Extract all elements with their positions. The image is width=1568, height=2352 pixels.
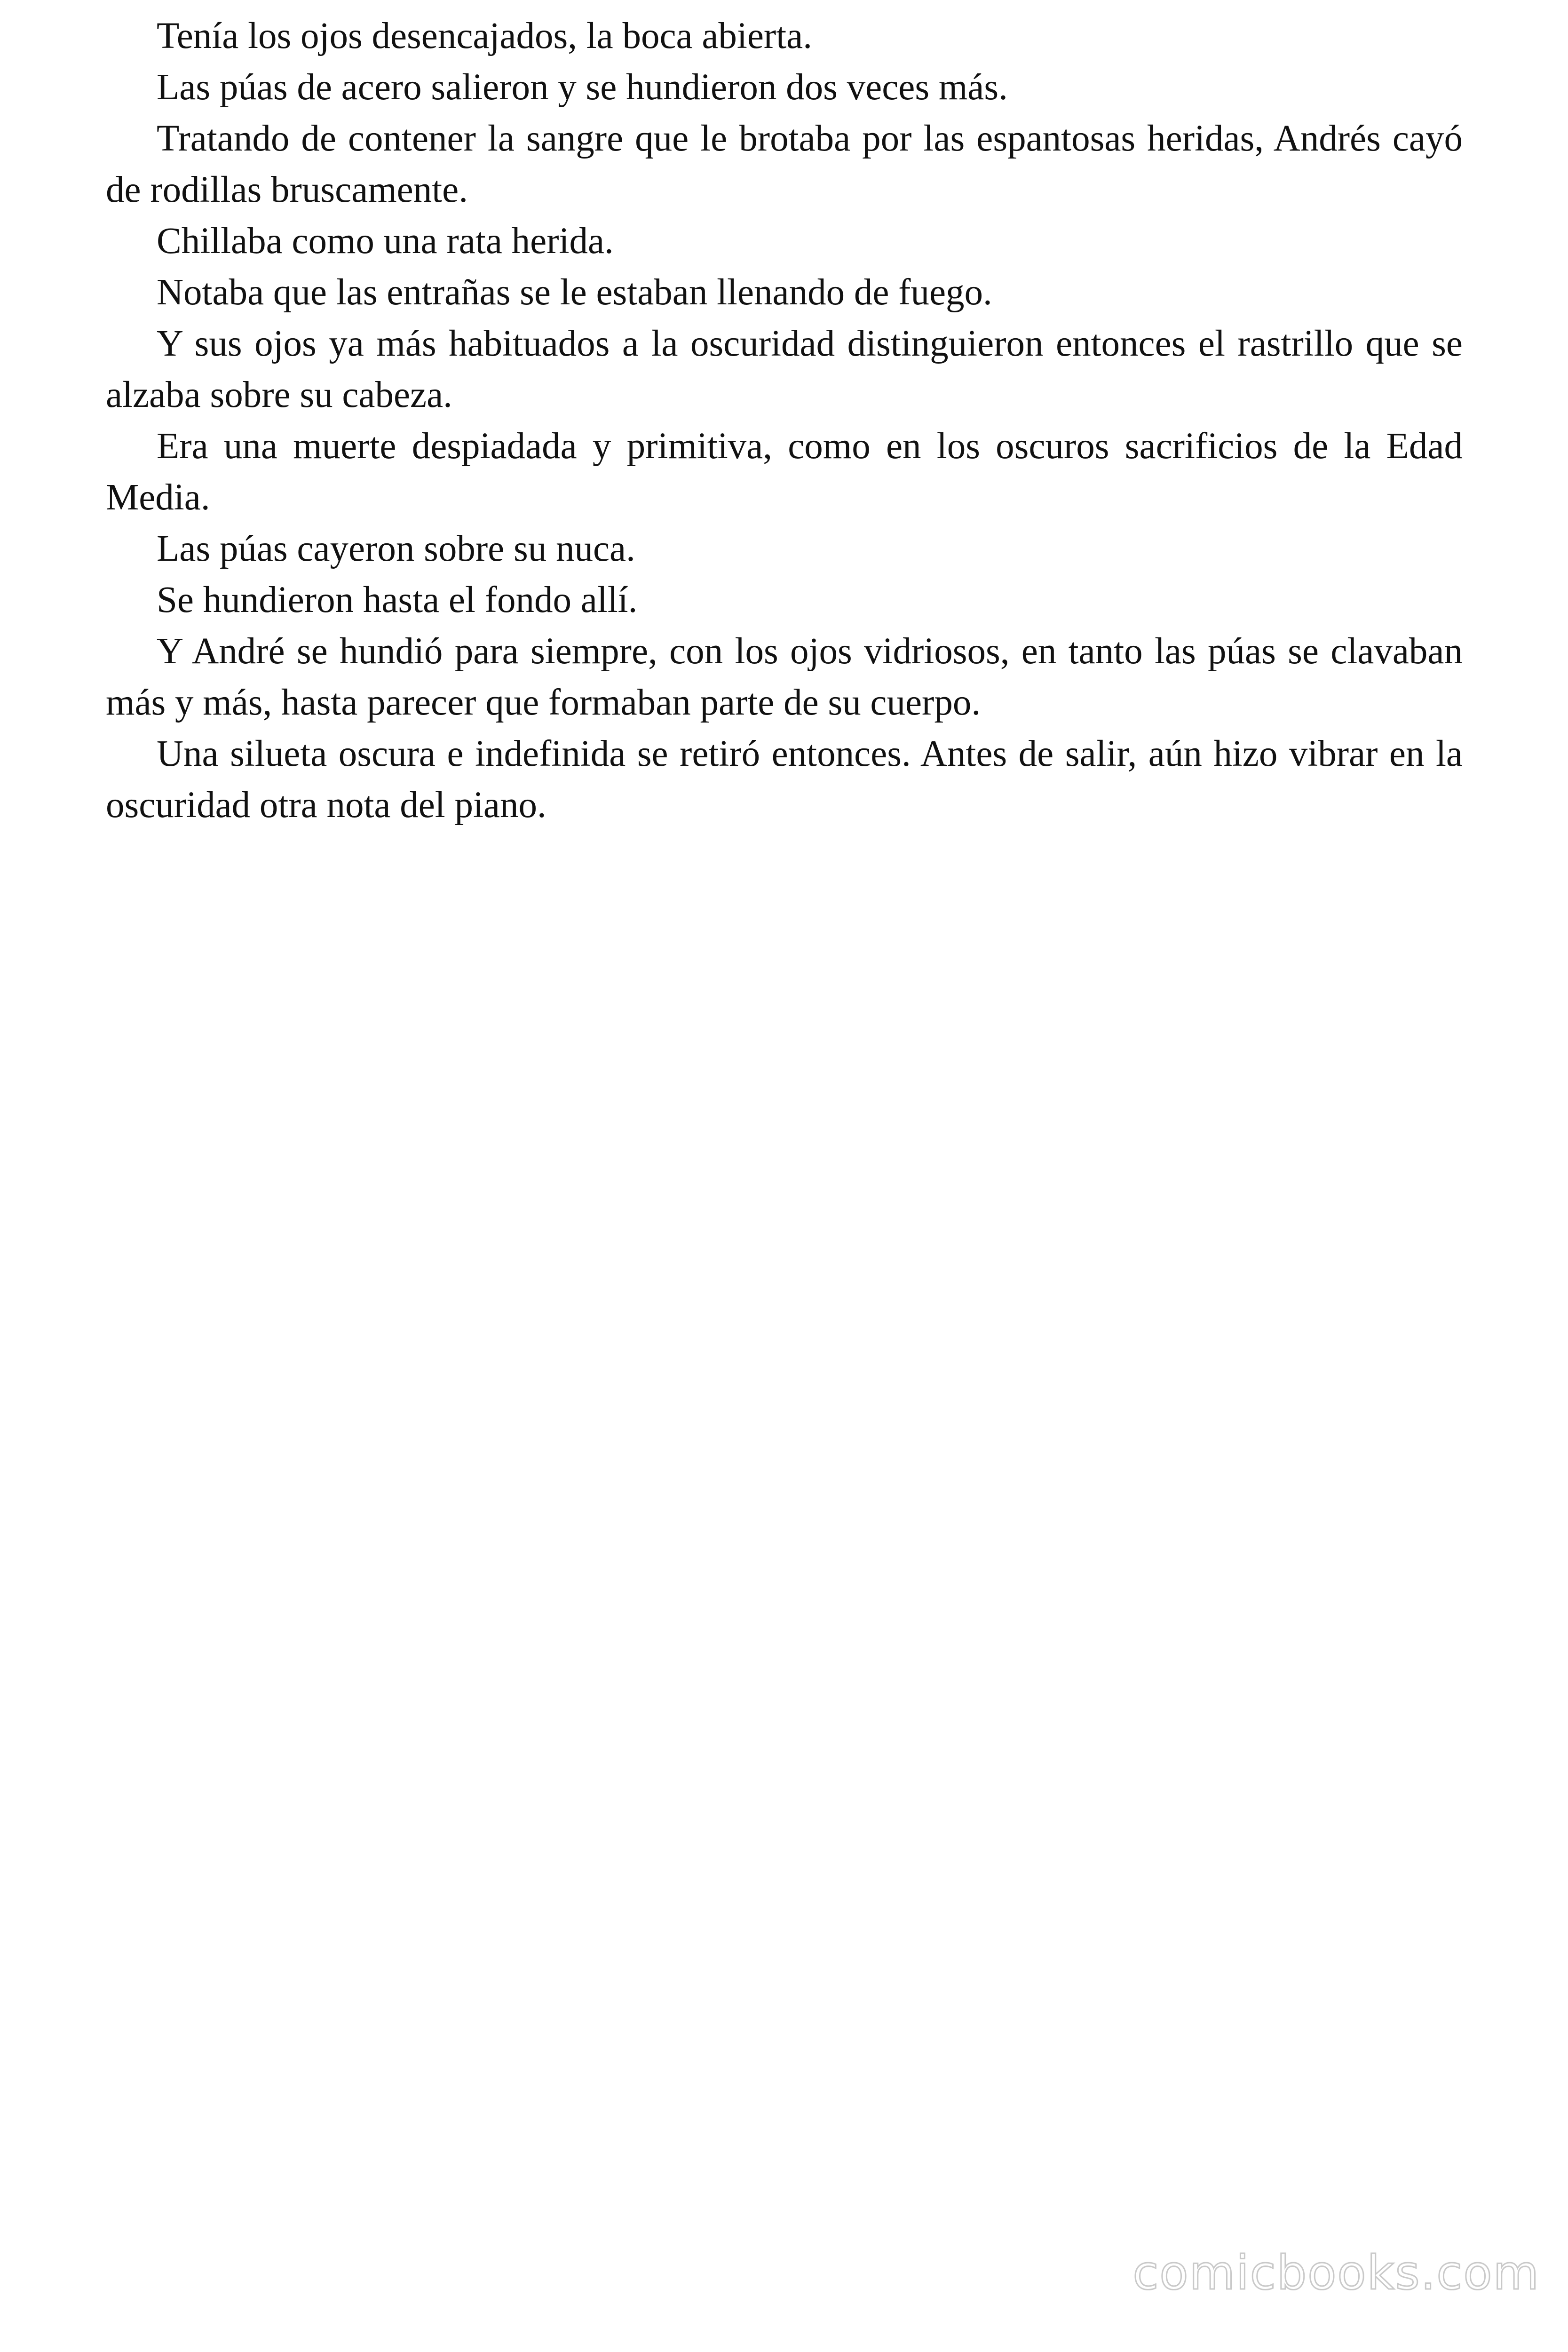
body-text <box>106 10 1463 831</box>
watermark-logo: comicbooks.com <box>1132 2245 1540 2300</box>
paragraph: Y sus ojos ya más habituados a la oscuridad distinguieron entonces el rastrillo que se alzaba sobre su cabeza. <box>106 323 1463 415</box>
paragraph: Y André se hundió para siempre, con los ojos vidriosos, en tanto las púas se clavaban más y más, hasta parecer que formaban parte de su cuerpo. <box>106 631 1463 723</box>
paragraph: Chillaba como una rata herida. <box>157 221 614 262</box>
paragraph: Notaba que las entrañas se le estaban llenando de fuego. <box>157 272 992 313</box>
paragraph: Tratando de contener la sangre que le brotaba por las espantosas heridas, Andrés cayó de rodillas bruscamente. <box>106 118 1463 210</box>
paragraph: Tenía los ojos desencajados, la boca abierta. <box>157 16 812 56</box>
paragraph: Era una muerte despiadada y primitiva, como en los oscuros sacrificios de la Edad Media. <box>106 426 1463 518</box>
paragraph: Las púas de acero salieron y se hundieron dos veces más. <box>157 67 1008 108</box>
paragraph: Se hundieron hasta el fondo allí. <box>157 580 638 620</box>
paragraph: Una silueta oscura e indefinida se retiró entonces. Antes de salir, aún hizo vibrar en la oscuridad otra nota del piano. <box>106 733 1463 826</box>
paragraph: Las púas cayeron sobre su nuca. <box>157 528 635 569</box>
